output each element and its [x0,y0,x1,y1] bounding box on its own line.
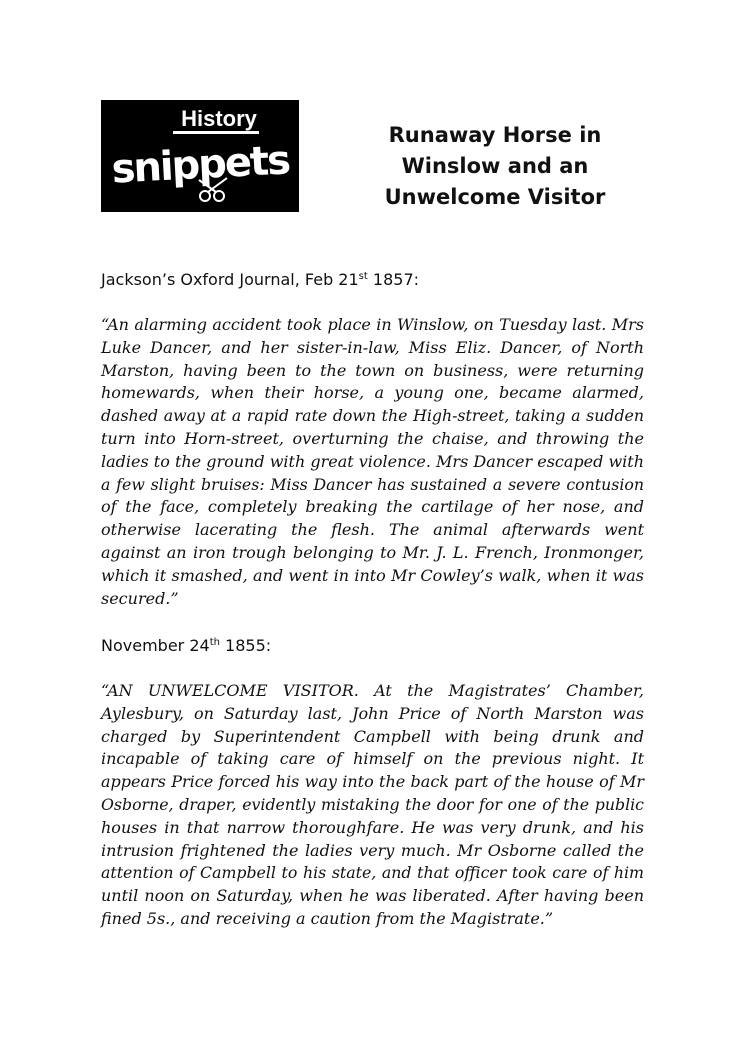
title-line: Unwelcome Visitor [384,185,606,209]
source-text: 1857: [367,270,420,289]
page-title [360,120,630,213]
quote-line: secured.” [101,588,179,608]
logo-main-text: snippets [110,137,291,193]
quote-line: houses in that narrow thoroughfare. He was very drunk, and his [101,817,644,837]
quote-line: attention of Campbell to his state, and that officer took care of him [101,863,644,883]
article2-source [101,636,271,656]
quote-line: until noon on Saturday, when he was liberated. After having been [101,886,644,906]
quote-line: “An alarming accident took place in Winslow, on Tuesday last. Mrs [101,315,644,334]
quote-line: Luke Dancer, and her sister-in-law, Miss Eliz. Dancer, of North [101,337,644,357]
history-snippets-logo [101,100,299,212]
quote-line: “AN UNWELCOME VISITOR. At the Magistrates’ Chamber, [101,681,644,700]
quote-line: charged by Superintendent Campbell with being drunk and [101,726,644,746]
quote-line: Aylesbury, on Saturday last, John Price of North Marston was [101,703,644,723]
quote-line: turn into Horn-street, overturning the chaise, and throwing the [101,428,644,448]
source-superscript: th [209,637,220,648]
source-text: Jackson’s Oxford Journal, Feb 21 [101,270,359,289]
quote-line: Osborne, draper, evidently mistaking the door for one of the public [101,794,644,814]
quote-line: intrusion frightened the ladies very much. Mr Osborne called the [101,840,644,860]
quote-line: incapable of taking care of himself on the previous night. It [101,749,644,769]
quote-line: otherwise lacerating the flesh. The animal afterwards went [101,520,644,540]
quote-line: against an iron trough belonging to Mr. J. L. French, Ironmonger, [101,542,644,562]
quote-line: appears Price forced his way into the back part of the house of Mr [101,772,644,792]
quote-line: of the face, completely breaking the cartilage of her nose, and [101,497,644,517]
article1-source [101,270,419,290]
quote-line: Marston, having been to the town on business, were returning [101,360,644,380]
title-line: Runaway Horse in [388,123,602,147]
quote-line: fined 5s., and receiving a caution from the Magistrate.” [101,908,554,928]
source-text: 1855: [219,636,272,655]
quote-line: a few slight bruises: Miss Dancer has sustained a severe contusion [101,474,644,494]
quote-line: dashed away at a rapid rate down the High-street, taking a sudden [101,406,644,426]
quote-line: which it smashed, and went in into Mr Cowley’s walk, when it was [101,565,644,585]
quote-line: homewards, when their horse, a young one, became alarmed, [101,383,644,403]
article1-quote [101,314,644,610]
quote-line: ladies to the ground with great violence. Mrs Dancer escaped with [101,451,644,471]
title-line: Winslow and an [401,154,589,178]
article2-quote [101,680,644,931]
logo-top-text: History [181,106,257,131]
source-superscript: st [358,271,368,282]
source-text: November 24 [101,636,210,655]
